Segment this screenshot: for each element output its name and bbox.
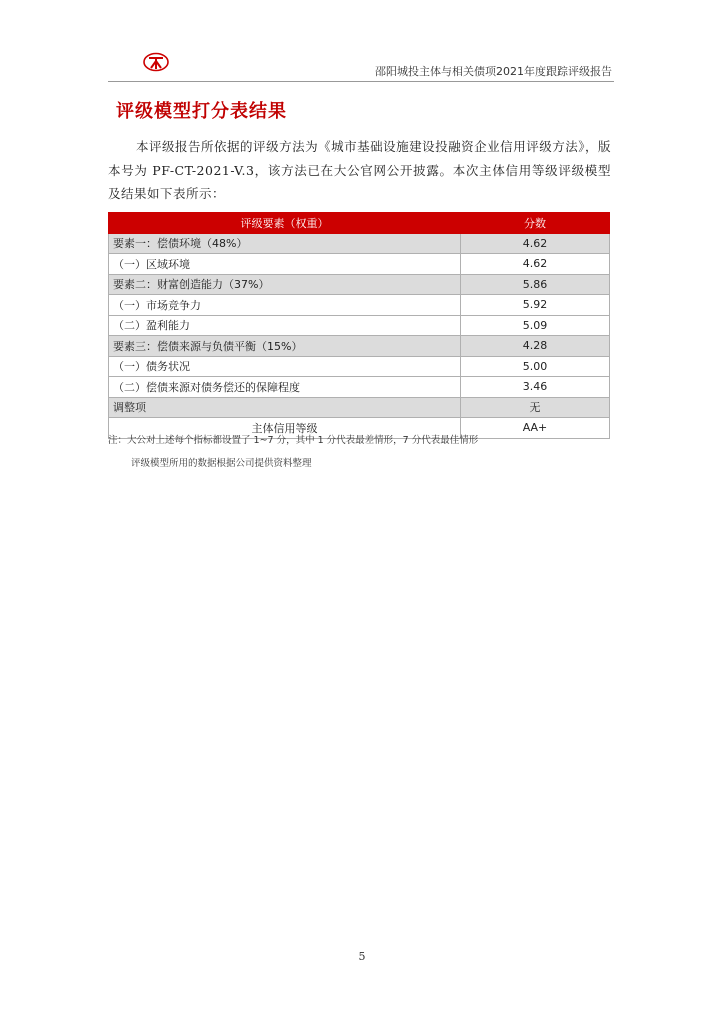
table-row xyxy=(109,274,610,295)
table-row xyxy=(109,254,610,275)
report-header-title: 邵阳城投主体与相关债项2021年度跟踪评级报告 xyxy=(375,65,612,78)
factor-score: AA+ xyxy=(461,418,610,439)
factor-score: 5.92 xyxy=(461,295,610,316)
table-row xyxy=(109,295,610,316)
table-note: 注：大公对上述每个指标都设置了 1~7 分，其中 1 分代表最差情形，7 分代表最佳情形 xyxy=(108,435,479,446)
table-row xyxy=(109,233,610,254)
company-logo xyxy=(143,52,169,72)
factor-label: 要素二：财富创造能力（37%） xyxy=(109,274,461,295)
factor-label: （二）偿债来源对债务偿还的保障程度 xyxy=(109,377,461,398)
intro-paragraph: 本评级报告所依据的评级方法为《城市基础设施建设投融资企业信用评级方法》，版本号为 PF-CT-2021-V.3，该方法已在大公官网公开披露。本次主体信用等级评级模型及结果如下表所示： xyxy=(108,139,611,201)
factor-score: 5.00 xyxy=(461,356,610,377)
factor-score: 无 xyxy=(461,397,610,418)
table-body xyxy=(109,233,610,438)
rating-model-score-table xyxy=(108,212,610,439)
factor-label: 要素一：偿债环境（48%） xyxy=(109,233,461,254)
column-header-factor: 评级要素（权重） xyxy=(109,213,461,234)
factor-score: 3.46 xyxy=(461,377,610,398)
table-row xyxy=(109,377,610,398)
factor-label: 主体信用等级 xyxy=(109,418,461,439)
factor-score: 4.62 xyxy=(461,233,610,254)
section-title: 评级模型打分表结果 xyxy=(116,101,287,122)
factor-score: 4.62 xyxy=(461,254,610,275)
data-source-note: 评级模型所用的数据根据公司提供资料整理 xyxy=(131,458,312,469)
column-header-score: 分数 xyxy=(461,213,610,234)
factor-label: （一）债务状况 xyxy=(109,356,461,377)
table-header-row xyxy=(109,213,610,234)
factor-label: （一）市场竞争力 xyxy=(109,295,461,316)
factor-score: 5.86 xyxy=(461,274,610,295)
factor-label: （一）区域环境 xyxy=(109,254,461,275)
factor-label: （二）盈利能力 xyxy=(109,315,461,336)
factor-score: 5.09 xyxy=(461,315,610,336)
factor-label: 调整项 xyxy=(109,397,461,418)
factor-label: 要素三：偿债来源与负债平衡（15%） xyxy=(109,336,461,357)
table-row xyxy=(109,356,610,377)
table-row xyxy=(109,315,610,336)
page-number: 5 xyxy=(358,950,366,963)
header-divider xyxy=(108,81,614,82)
factor-score: 4.28 xyxy=(461,336,610,357)
table-row xyxy=(109,336,610,357)
table-row xyxy=(109,397,610,418)
